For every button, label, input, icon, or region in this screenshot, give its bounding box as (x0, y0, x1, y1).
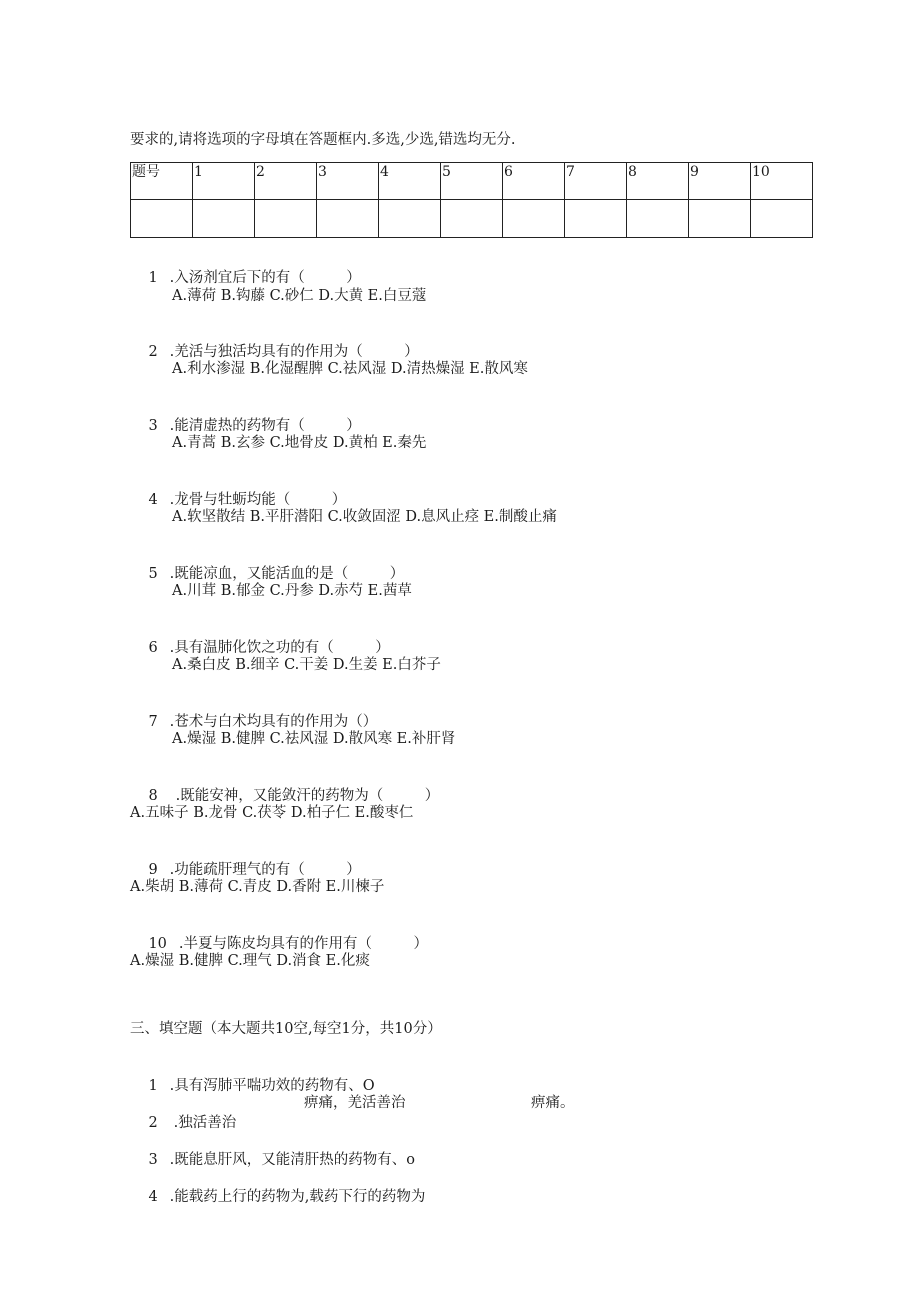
question-text: .龙骨与牡蛎均能（ ） (169, 492, 347, 508)
answer-table-header-cell: 题号 (131, 163, 193, 200)
fill-blank-text: .具有泻肺平喘功效的药物有、O (169, 1078, 375, 1094)
fill-blank-number: 3 (148, 1152, 158, 1168)
fill-blank-text: 痹痛。 (531, 1095, 575, 1111)
question-options: A.燥湿 B.健脾 C.理气 D.消食 E.化痰 (130, 953, 370, 969)
question-number: 9 (148, 862, 158, 878)
answer-cell[interactable] (627, 200, 689, 238)
answer-table-header-cell: 8 (627, 163, 689, 200)
question-number: 6 (148, 640, 158, 656)
answer-cell[interactable] (503, 200, 565, 238)
fill-blank-number: 1 (148, 1078, 158, 1094)
answer-table-header-cell: 6 (503, 163, 565, 200)
question-text: .具有温肺化饮之功的有（ ） (169, 640, 390, 656)
question-text: .能清虚热的药物有（ ） (169, 418, 361, 434)
question-options: A.五味子 B.龙骨 C.茯苓 D.柏子仁 E.酸枣仁 (130, 805, 414, 821)
answer-cell[interactable] (441, 200, 503, 238)
fill-blank-text: 痹痛，羌活善治 (304, 1095, 406, 1111)
question-text: .既能安神，又能敛汗的药物为（ ） (175, 788, 440, 804)
question-options: A.柴胡 B.薄荷 C.青皮 D.香附 E.川楝子 (130, 879, 385, 895)
answer-table-header-cell: 1 (193, 163, 255, 200)
question-text: .既能凉血，又能活血的是（ ） (169, 566, 405, 582)
question-options: A.桑白皮 B.细辛 C.干姜 D.生姜 E.白芥子 (172, 657, 441, 673)
answer-table-header-cell: 10 (751, 163, 813, 200)
question-options: A.利水渗湿 B.化湿醒脾 C.祛风湿 D.清热燥湿 E.散风寒 (172, 361, 528, 377)
answer-table-header-cell: 4 (379, 163, 441, 200)
question-number: 7 (148, 714, 158, 730)
answer-cell[interactable] (255, 200, 317, 238)
answer-table-header-cell: 7 (565, 163, 627, 200)
question-number: 10 (148, 936, 167, 952)
answer-table (130, 162, 813, 238)
question-number: 8 (148, 788, 158, 804)
fill-blank-item (130, 1167, 425, 1227)
answer-table-header-cell: 2 (255, 163, 317, 200)
answer-cell-label (131, 200, 193, 238)
question-number: 3 (148, 418, 158, 434)
fill-blank-text: .既能息肝风，又能清肝热的药物有、o (169, 1152, 416, 1168)
question-text: .功能疏肝理气的有（ ） (169, 862, 361, 878)
question-text: .半夏与陈皮均具有的作用有（ ） (178, 936, 428, 952)
answer-table-header-cell: 9 (689, 163, 751, 200)
fill-blank-text: .能载药上行的药物为,载药下行的药物为 (169, 1189, 426, 1205)
answer-cell[interactable] (193, 200, 255, 238)
answer-table-header-cell: 3 (317, 163, 379, 200)
question-text: .入汤剂宜后下的有（ ） (169, 270, 361, 286)
question-number: 1 (148, 270, 158, 286)
fill-blank-number: 4 (148, 1189, 158, 1205)
question-number: 2 (148, 344, 158, 360)
answer-table-answer-row (131, 200, 813, 238)
answer-table-header-cell: 5 (441, 163, 503, 200)
question-options: A.川茸 B.郁金 C.丹参 D.赤芍 E.茜草 (172, 583, 412, 599)
answer-cell[interactable] (379, 200, 441, 238)
answer-cell[interactable] (751, 200, 813, 238)
fill-blank-text: .独活善治 (173, 1115, 237, 1131)
answer-cell[interactable] (565, 200, 627, 238)
question-options: A.软坚散结 B.平肝潜阳 C.收敛固涩 D.息风止痉 E.制酸止痛 (172, 509, 557, 525)
answer-table-header-row (131, 163, 813, 200)
answer-cell[interactable] (317, 200, 379, 238)
question-options: A.青蒿 B.玄参 C.地骨皮 D.黄柏 E.秦先 (172, 435, 427, 451)
question-options: A.燥湿 B.健脾 C.祛风湿 D.散风寒 E.补肝肾 (172, 731, 456, 747)
fill-blank-number: 2 (148, 1115, 158, 1131)
instruction-text: 要求的,请将选项的字母填在答题框内.多选,少选,错选均无分. (130, 132, 516, 148)
question-options: A.薄荷 B.钩藤 C.砂仁 D.大黄 E.白豆蔻 (172, 288, 427, 304)
question-text: .苍术与白术均具有的作用为（） (169, 714, 378, 730)
answer-cell[interactable] (689, 200, 751, 238)
section-title: 三、填空题（本大题共10空,每空1分，共10分） (130, 1021, 442, 1037)
question-number: 4 (148, 492, 158, 508)
question-number: 5 (148, 566, 158, 582)
question-text: .羌活与独活均具有的作用为（ ） (169, 344, 419, 360)
